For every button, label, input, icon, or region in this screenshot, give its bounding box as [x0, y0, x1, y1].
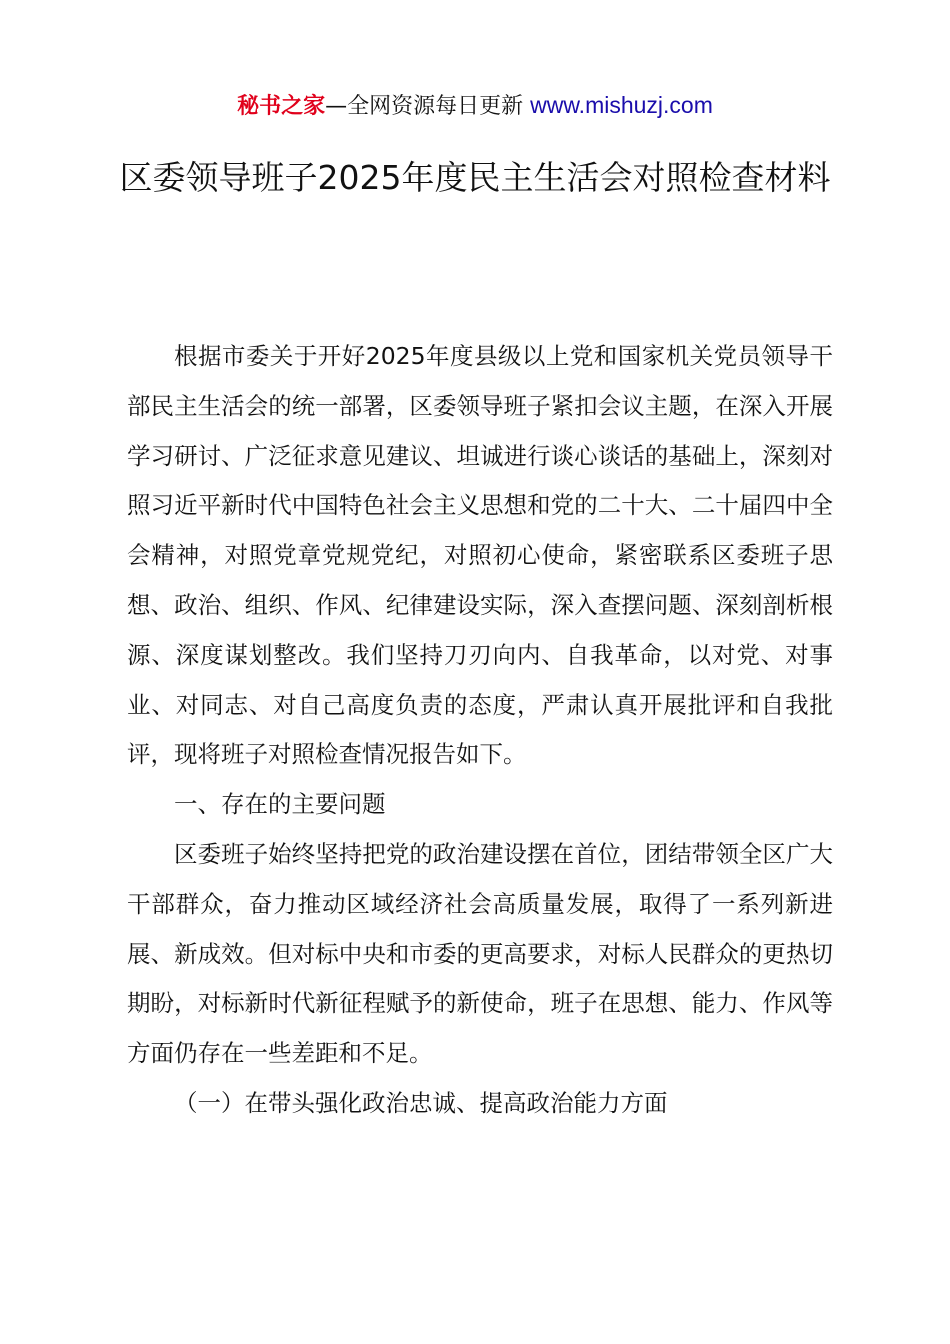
document-title: 区委领导班子2025年度民主生活会对照检查材料 — [119, 158, 831, 197]
section-heading: 一、存在的主要问题 — [174, 790, 386, 819]
subsection-heading: （一）在带头强化政治忠诚、提高政治能力方面 — [174, 1088, 668, 1117]
site-url-link[interactable]: www.mishuzj.com — [530, 92, 713, 118]
intro-paragraph: 根据市委关于开好2025年度县级以上党和国家机关党员领导干部民主生活会的统一部署，区委领导班子紧扣会议主题，在深入开展学习研讨、广泛征求意见建议、坦诚进行谈心谈话的基础上，深刻对照习近平新时代中国特色社会主义思想和党的二十大、二十届四中全会精神，对照党章党规党纪，对照初心使命，紧密联系区委班子思想、政治、组织、作风、纪律建设实际，深入查摆问题、深刻剖析根源、深度谋划整改。我们坚持刀刃向内、自我革命，以对党、对事业、对同志、对自己高度负责的态度，严肃认真开展批评和自我批评，现将班子对照检查情况报告如下。 — [127, 342, 833, 769]
document-body — [127, 332, 833, 1129]
header-tagline: —全网资源每日更新 — [325, 94, 531, 119]
brand-name: 秘书之家 — [237, 94, 326, 119]
site-header — [0, 88, 950, 124]
section-paragraph: 区委班子始终坚持把党的政治建设摆在首位，团结带领全区广大干部群众，奋力推动区域经济社会高质量发展，取得了一系列新进展、新成效。但对标中央和市委的更高要求，对标人民群众的更热切期盼，对标新时代新征程赋予的新使命，班子在思想、能力、作风等方面仍存在一些差距和不足。 — [127, 839, 833, 1068]
